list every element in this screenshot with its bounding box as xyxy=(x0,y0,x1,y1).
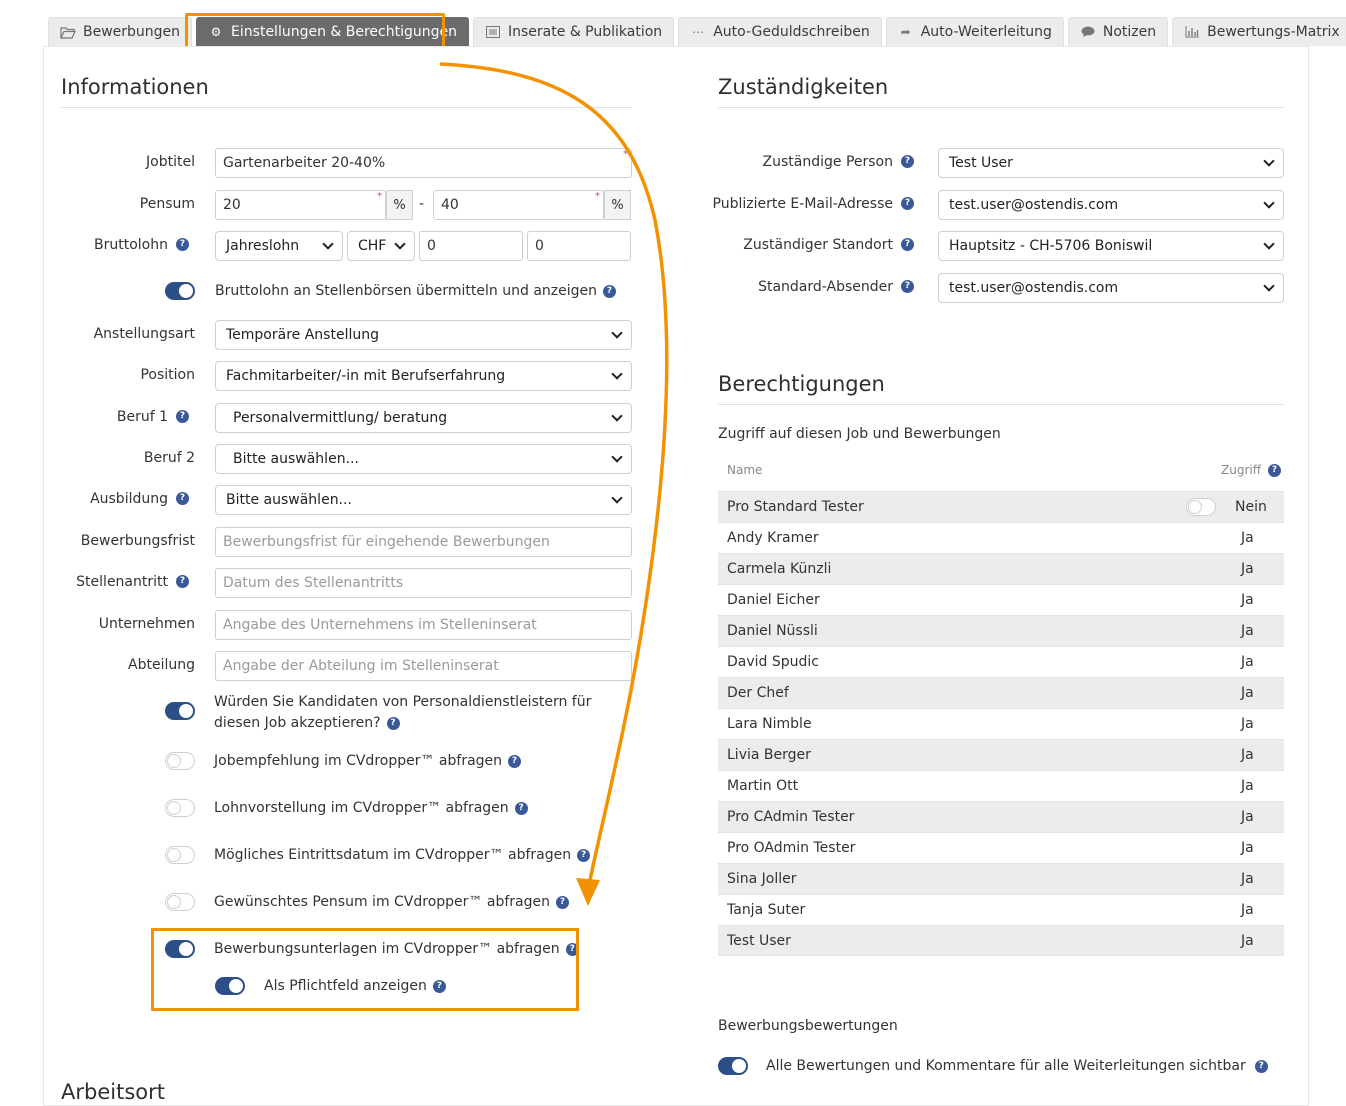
bewertungen-toggle-label: Alle Bewertungen und Kommentare für alle Weiterleitungen sichtbar ? xyxy=(766,1056,1268,1077)
bruttolohn-label: Bruttolohn ? xyxy=(94,237,189,253)
ellipsis-icon: ⋯ xyxy=(692,25,705,39)
chevron-down-icon xyxy=(322,238,333,249)
permission-name: Livia Berger xyxy=(727,747,811,763)
help-icon[interactable]: ? xyxy=(603,285,616,298)
permission-row xyxy=(718,894,1284,925)
help-icon[interactable]: ? xyxy=(176,492,189,505)
bewerbungsunterlagen-label: Bewerbungsunterlagen im CVdropper™ abfragen ? xyxy=(214,939,579,960)
berechtigungen-divider xyxy=(718,404,1284,405)
permission-access: Ja xyxy=(1241,932,1254,949)
bruttolohn-publish-label: Bruttolohn an Stellenbörsen übermitteln und anzeigen ? xyxy=(215,281,616,302)
help-icon[interactable]: ? xyxy=(387,717,400,730)
permission-name: Lara Nimble xyxy=(727,716,812,732)
email-select[interactable]: test.user@ostendis.com xyxy=(938,190,1284,220)
unternehmen-label: Unternehmen xyxy=(98,616,195,632)
eintrittsdatum-label: Mögliches Eintrittsdatum im CVdropper™ abfragen ? xyxy=(214,845,590,866)
help-icon[interactable]: ? xyxy=(508,755,521,768)
permission-row xyxy=(718,708,1284,739)
required-marker: * xyxy=(595,191,600,202)
ausbildung-label: Ausbildung ? xyxy=(90,491,189,507)
tab-notizen[interactable]: Notizen xyxy=(1068,17,1168,46)
permission-name: Daniel Eicher xyxy=(727,592,820,608)
tab-auto-weiterleitung[interactable]: ➦ Auto-Weiterleitung xyxy=(886,17,1064,46)
required-marker: * xyxy=(623,149,628,160)
position-select[interactable]: Fachmitarbeiter/-in mit Berufserfahrung xyxy=(215,361,632,391)
permission-row xyxy=(718,522,1284,553)
help-icon[interactable]: ? xyxy=(176,238,189,251)
share-icon: ➦ xyxy=(900,25,911,39)
pensum-label: Pensum xyxy=(139,196,195,212)
permission-name: Andy Kramer xyxy=(727,530,819,546)
info-heading: Informationen xyxy=(61,75,209,99)
help-icon[interactable]: ? xyxy=(577,849,590,862)
help-icon[interactable]: ? xyxy=(1255,1060,1268,1073)
permission-name: Der Chef xyxy=(727,685,789,701)
permission-access: Ja xyxy=(1241,561,1254,577)
bewertungen-toggle[interactable] xyxy=(718,1057,748,1075)
bewertungen-heading: Bewerbungsbewertungen xyxy=(718,1018,898,1034)
permission-access: Ja xyxy=(1241,902,1254,918)
permission-access: Ja xyxy=(1241,840,1254,856)
permission-row xyxy=(718,801,1284,832)
permission-row xyxy=(718,584,1284,615)
tab-auto-geduldschreiben[interactable]: ⋯ Auto-Geduldschreiben xyxy=(678,17,882,46)
bruttolohn-type-select[interactable]: Jahreslohn xyxy=(215,231,343,261)
col-access-header: Zugriff ? xyxy=(1221,463,1281,477)
berechtigungen-heading: Berechtigungen xyxy=(718,372,885,396)
bewerbungsfrist-label: Bewerbungsfrist xyxy=(80,533,195,549)
anstellungsart-select[interactable]: Temporäre Anstellung xyxy=(215,320,632,350)
tab-bewertungs-matrix[interactable]: Bewertungs-Matrix xyxy=(1172,17,1346,46)
eintrittsdatum-toggle[interactable] xyxy=(165,846,195,864)
permission-name: Carmela Künzli xyxy=(727,561,832,577)
beruf1-label: Beruf 1 ? xyxy=(117,409,189,425)
absender-select[interactable]: test.user@ostendis.com xyxy=(938,273,1284,303)
position-label: Position xyxy=(140,367,195,383)
standort-select[interactable]: Hauptsitz - CH-5706 Boniswil xyxy=(938,231,1284,261)
tab-bewerbungen[interactable]: Bewerbungen xyxy=(48,17,192,46)
permission-access: Ja xyxy=(1241,778,1254,794)
pensum-separator: - xyxy=(419,196,425,212)
tab-bar xyxy=(48,17,1346,46)
permission-access: Ja xyxy=(1241,871,1254,887)
access-toggle[interactable] xyxy=(1186,498,1216,516)
person-label: Zuständige Person ? xyxy=(763,154,914,170)
help-icon[interactable]: ? xyxy=(1268,464,1281,477)
permission-name: Test User xyxy=(727,932,791,949)
permission-row xyxy=(718,553,1284,584)
pensum-to-unit: % xyxy=(604,190,631,220)
permission-access: Ja xyxy=(1241,809,1254,825)
permission-row xyxy=(718,739,1284,770)
permission-row xyxy=(718,491,1284,522)
chevron-down-icon xyxy=(611,492,622,503)
permission-access: Ja xyxy=(1241,716,1254,732)
abteilung-input[interactable]: Angabe der Abteilung im Stelleninserat xyxy=(215,651,632,681)
pensum-abfragen-toggle[interactable] xyxy=(165,893,195,911)
help-icon[interactable]: ? xyxy=(176,575,189,588)
permission-name: Pro Standard Tester xyxy=(727,499,864,515)
permission-row xyxy=(718,832,1284,863)
permission-name: David Spudic xyxy=(727,654,819,670)
permission-name: Martin Ott xyxy=(727,778,799,794)
help-icon[interactable]: ? xyxy=(901,238,914,251)
beruf1-select[interactable]: Personalvermittlung/ beratung xyxy=(215,403,632,433)
email-label: Publizierte E-Mail-Adresse ? xyxy=(713,196,914,212)
zust-heading: Zuständigkeiten xyxy=(718,75,889,99)
chevron-down-icon xyxy=(611,410,622,421)
pensum-from-unit: % xyxy=(386,190,413,220)
chevron-down-icon xyxy=(611,368,622,379)
permission-row xyxy=(718,646,1284,677)
permission-access: Ja xyxy=(1241,592,1254,608)
jobempfehlung-toggle[interactable] xyxy=(165,752,195,770)
permission-access: Ja xyxy=(1241,623,1254,639)
chevron-down-icon xyxy=(611,451,622,462)
abteilung-label: Abteilung xyxy=(128,657,195,673)
help-icon[interactable]: ? xyxy=(515,802,528,815)
tab-inserate[interactable]: Inserate & Publikation xyxy=(473,17,674,46)
help-icon[interactable]: ? xyxy=(901,197,914,210)
required-marker: * xyxy=(377,191,382,202)
cogs-icon: ⚙ xyxy=(210,25,222,39)
permission-name: Pro CAdmin Tester xyxy=(727,809,855,825)
info-divider xyxy=(61,107,632,108)
jobtitel-label: Jobtitel xyxy=(146,154,195,170)
permission-access: Ja xyxy=(1241,530,1254,546)
chevron-down-icon xyxy=(1263,155,1274,166)
permission-access: Nein xyxy=(1235,499,1267,515)
help-icon[interactable]: ? xyxy=(556,896,569,909)
bewerbungsfrist-input[interactable]: Bewerbungsfrist für eingehende Bewerbungen xyxy=(215,527,632,557)
zust-divider xyxy=(718,107,1284,108)
chevron-down-icon xyxy=(394,238,405,249)
bar-chart-icon xyxy=(1184,25,1200,39)
bewerbungsunterlagen-toggle[interactable] xyxy=(165,940,195,958)
col-name-header: Name xyxy=(727,463,763,477)
beruf2-label: Beruf 2 xyxy=(143,450,195,466)
stellenantritt-label: Stellenantritt ? xyxy=(76,574,189,590)
absender-label: Standard-Absender ? xyxy=(758,279,914,295)
permission-row xyxy=(718,925,1284,956)
jobtitel-input[interactable]: Gartenarbeiter 20-40% * xyxy=(215,148,632,178)
permission-list xyxy=(718,491,1284,956)
permission-access: Ja xyxy=(1241,685,1254,701)
comment-icon xyxy=(1080,25,1096,39)
permission-row xyxy=(718,677,1284,708)
bruttolohn-publish-toggle[interactable] xyxy=(165,282,195,300)
permission-access: Ja xyxy=(1241,654,1254,670)
permission-name: Sina Joller xyxy=(727,871,797,887)
tab-einstellungen[interactable]: ⚙ Einstellungen & Berechtigungen xyxy=(196,17,469,46)
chevron-down-icon xyxy=(1263,197,1274,208)
personaldienstleister-toggle[interactable] xyxy=(165,702,195,720)
permission-row xyxy=(718,863,1284,894)
bruttolohn-to-input[interactable]: 0 xyxy=(527,231,631,261)
permission-row xyxy=(718,770,1284,801)
chevron-down-icon xyxy=(1263,238,1274,249)
lohnvorstellung-toggle[interactable] xyxy=(165,799,195,817)
personaldienstleister-label: Würden Sie Kandidaten von Personaldienstleistern für diesen Job akzeptieren? ? xyxy=(214,694,592,731)
unternehmen-input[interactable]: Angabe des Unternehmens im Stelleninserat xyxy=(215,610,632,640)
pflichtfeld-label: Als Pflichtfeld anzeigen ? xyxy=(264,976,446,997)
jobempfehlung-label: Jobempfehlung im CVdropper™ abfragen ? xyxy=(214,751,521,772)
help-icon[interactable]: ? xyxy=(901,280,914,293)
help-icon[interactable]: ? xyxy=(433,980,446,993)
folder-open-icon xyxy=(60,25,76,39)
berechtigungen-subtitle: Zugriff auf diesen Job und Bewerbungen xyxy=(718,426,1001,442)
chevron-down-icon xyxy=(1263,280,1274,291)
list-alt-icon xyxy=(485,25,501,39)
anstellungsart-label: Anstellungsart xyxy=(93,326,195,342)
lohnvorstellung-label: Lohnvorstellung im CVdropper™ abfragen ? xyxy=(214,798,528,819)
person-select[interactable]: Test User xyxy=(938,148,1284,178)
permission-name: Daniel Nüssli xyxy=(727,623,818,639)
chevron-down-icon xyxy=(611,327,622,338)
currency-select[interactable]: CHF xyxy=(347,231,415,261)
ausbildung-select[interactable]: Bitte auswählen... xyxy=(215,485,632,515)
bruttolohn-from-input[interactable]: 0 xyxy=(419,231,523,261)
stellenantritt-input[interactable]: Datum des Stellenantritts xyxy=(215,568,632,598)
permission-access: Ja xyxy=(1241,747,1254,763)
help-icon[interactable]: ? xyxy=(901,155,914,168)
pensum-to-input[interactable]: 40 * xyxy=(433,190,604,220)
help-icon[interactable]: ? xyxy=(176,410,189,423)
permission-row xyxy=(718,615,1284,646)
pensum-abfragen-label: Gewünschtes Pensum im CVdropper™ abfragen ? xyxy=(214,892,569,913)
permission-name: Tanja Suter xyxy=(727,902,806,918)
pensum-from-input[interactable]: 20 * xyxy=(215,190,386,220)
standort-label: Zuständiger Standort ? xyxy=(743,237,914,253)
permission-name: Pro OAdmin Tester xyxy=(727,840,856,856)
help-icon[interactable]: ? xyxy=(566,943,579,956)
pflichtfeld-toggle[interactable] xyxy=(215,977,245,995)
beruf2-select[interactable]: Bitte auswählen... xyxy=(215,444,632,474)
arbeitsort-heading: Arbeitsort xyxy=(61,1080,165,1104)
